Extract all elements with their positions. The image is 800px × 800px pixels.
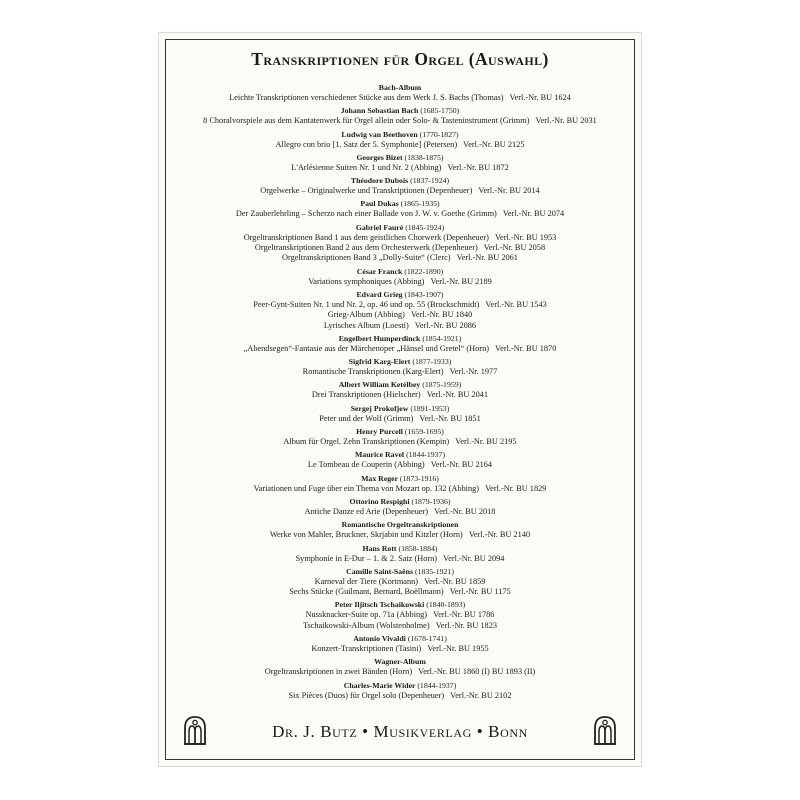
composer-name: Gabriel Fauré bbox=[355, 222, 404, 232]
catalog-entry bbox=[174, 634, 626, 654]
work-line: Album für Orgel. Zehn Transkriptionen (Kempin) Verl.-Nr. BU 2195 bbox=[283, 437, 517, 447]
composer-dates: (1837-1924) bbox=[410, 176, 450, 186]
composer-name: Henry Purcell bbox=[356, 427, 403, 437]
composer-name: Johann Sebastian Bach bbox=[340, 106, 419, 116]
composer-dates: (1844-1937) bbox=[417, 680, 457, 690]
work-line: Orgelwerke – Originalwerke und Transkriptionen (Depenheuer) Verl.-Nr. BU 2014 bbox=[260, 186, 540, 196]
footer bbox=[166, 715, 634, 749]
composer-heading bbox=[174, 497, 626, 507]
composer-name: Ottorino Respighi bbox=[349, 496, 410, 506]
work-line: Variations symphoniques (Abbing) Verl.-Nr. BU 2189 bbox=[308, 276, 492, 286]
composer-name: Engelbert Humperdinck bbox=[338, 333, 421, 343]
gothic-window-logo-icon bbox=[593, 715, 617, 745]
composer-heading bbox=[174, 83, 626, 93]
work-line: Drei Transkriptionen (Hielscher) Verl.-Nr. BU 2041 bbox=[311, 390, 489, 400]
work-line: Orgeltranskriptionen Band 1 aus dem geistlichen Chorwerk (Depenheuer) Verl.-Nr. BU 1953 bbox=[243, 232, 557, 242]
catalog-entry bbox=[174, 681, 626, 701]
composer-heading bbox=[174, 450, 626, 460]
composer-name: Sergej Prokofjew bbox=[350, 403, 409, 413]
work-line: Sechs Stücke (Guilmant, Bernard, Boëllmann) Verl.-Nr. BU 1175 bbox=[289, 587, 511, 597]
composer-dates: (1838-1875) bbox=[404, 152, 444, 162]
work-line: Tschaikowski-Album (Wolstenholme) Verl.-Nr. BU 1823 bbox=[302, 620, 497, 630]
catalog-entry bbox=[174, 544, 626, 564]
composer-dates: (1854-1921) bbox=[422, 333, 462, 343]
composer-heading bbox=[174, 474, 626, 484]
work-line: Variationen und Fuge über ein Thema von Mozart op. 132 (Abbing) Verl.-Nr. BU 1829 bbox=[253, 483, 547, 493]
composer-heading bbox=[174, 657, 626, 667]
composer-dates: (1843-1907) bbox=[404, 289, 444, 299]
composer-dates: (1835-1921) bbox=[414, 566, 454, 576]
work-line: Der Zauberlehrling – Scherzo nach einer Ballade von J. W. v. Goethe (Grimm) Verl.-Nr. BU 2074 bbox=[235, 209, 565, 219]
catalog-entry bbox=[174, 450, 626, 470]
composer-dates: (1845-1924) bbox=[405, 222, 445, 232]
work-line: Lyrisches Album (Loesti) Verl.-Nr. BU 2086 bbox=[323, 320, 477, 330]
composer-heading bbox=[174, 106, 626, 116]
composer-name: Théodore Dubois bbox=[350, 176, 409, 186]
catalog-entry bbox=[174, 106, 626, 126]
composer-dates: (1877-1933) bbox=[412, 357, 452, 367]
composer-heading bbox=[174, 634, 626, 644]
composer-name: Camille Saint-Saëns bbox=[346, 566, 413, 576]
catalog-entry bbox=[174, 657, 626, 677]
catalog-entry bbox=[174, 83, 626, 103]
composer-name: Bach-Album bbox=[378, 83, 422, 92]
page-title: Transkriptionen für Orgel (Auswahl) bbox=[251, 49, 549, 69]
composer-dates: (1879-1936) bbox=[411, 496, 451, 506]
work-line: Symphonie in E-Dur – 1. & 2. Satz (Horn) Verl.-Nr. BU 2094 bbox=[295, 553, 505, 563]
composer-dates: (1659-1695) bbox=[404, 427, 444, 437]
catalog-entry bbox=[174, 130, 626, 150]
work-line: Allegro con brio [1. Satz der 5. Symphonie] (Petersen) Verl.-Nr. BU 2125 bbox=[275, 139, 525, 149]
catalog-entry bbox=[174, 404, 626, 424]
composer-heading bbox=[174, 600, 626, 610]
work-line: Werke von Mahler, Bruckner, Skrjabin und Kitzler (Horn) Verl.-Nr. BU 2140 bbox=[269, 530, 531, 540]
work-line: Orgeltranskriptionen Band 2 aus dem Orchesterwerk (Depenheuer) Verl.-Nr. BU 2058 bbox=[254, 243, 546, 253]
composer-heading bbox=[174, 176, 626, 186]
composer-dates: (1891-1953) bbox=[410, 403, 450, 413]
catalog-entry bbox=[174, 223, 626, 264]
composer-name: Edvard Grieg bbox=[356, 289, 403, 299]
page-frame bbox=[165, 39, 635, 760]
composer-heading bbox=[174, 153, 626, 163]
composer-dates: (1875-1959) bbox=[422, 380, 462, 390]
work-line: Orgeltranskriptionen in zwei Bänden (Horn) Verl.-Nr. BU 1860 (I) BU 1893 (II) bbox=[264, 667, 536, 677]
composer-heading bbox=[174, 380, 626, 390]
catalog-entry bbox=[174, 290, 626, 331]
work-line: Grieg-Album (Abbing) Verl.-Nr. BU 1840 bbox=[327, 310, 473, 320]
composer-name: Georges Bizet bbox=[356, 152, 403, 162]
composer-heading bbox=[174, 130, 626, 140]
composer-heading bbox=[174, 567, 626, 577]
composer-heading bbox=[174, 223, 626, 233]
publisher-line: Dr. J. Butz • Musikverlag • Bonn bbox=[272, 722, 528, 741]
composer-heading bbox=[174, 520, 626, 530]
composer-heading bbox=[174, 199, 626, 209]
work-line: Konzert-Transkriptionen (Tasini) Verl.-Nr. BU 1955 bbox=[311, 644, 489, 654]
catalog-entry bbox=[174, 176, 626, 196]
composer-dates: (1858-1884) bbox=[398, 543, 438, 553]
composer-heading bbox=[174, 267, 626, 277]
composer-dates: (1822-1890) bbox=[404, 266, 444, 276]
catalog-entry bbox=[174, 199, 626, 219]
catalog-entry bbox=[174, 334, 626, 354]
composer-name: Wagner-Album bbox=[374, 657, 426, 667]
composer-heading bbox=[174, 427, 626, 437]
work-line: Karneval der Tiere (Kortmann) Verl.-Nr. BU 1859 bbox=[314, 576, 486, 586]
composer-name: César Franck bbox=[356, 266, 403, 276]
catalog-entry bbox=[174, 357, 626, 377]
composer-name: Peter Iljitsch Tschaikowski bbox=[334, 600, 425, 610]
composer-dates: (1678-1741) bbox=[407, 634, 447, 644]
composer-name: Albert William Ketèlbey bbox=[338, 380, 421, 390]
work-line: Orgeltranskriptionen Band 3 „Dolly-Suite“ (Clerc) Verl.-Nr. BU 2061 bbox=[282, 253, 518, 263]
work-line: L'Arlésienne Suiten Nr. 1 und Nr. 2 (Abbing) Verl.-Nr. BU 1872 bbox=[291, 162, 509, 172]
work-line: Nussknacker-Suite op. 71a (Abbing) Verl.-Nr. BU 1786 bbox=[305, 610, 495, 620]
work-line: Six Pièces (Duos) für Orgel solo (Depenheuer) Verl.-Nr. BU 2102 bbox=[288, 690, 512, 700]
work-line: „Abendsegen“-Fantasie aus der Märchenoper „Hänsel und Gretel“ (Horn) Verl.-Nr. BU 1870 bbox=[243, 343, 557, 353]
composer-dates: (1844-1937) bbox=[406, 450, 446, 460]
work-line: Romantische Transkriptionen (Karg-Elert) Verl.-Nr. 1977 bbox=[302, 367, 498, 377]
composer-heading bbox=[174, 544, 626, 554]
catalog-entry bbox=[174, 520, 626, 540]
catalog-page bbox=[158, 32, 642, 767]
composer-name: Hans Rott bbox=[362, 543, 397, 553]
composer-name: Charles-Marie Wider bbox=[343, 680, 416, 690]
composer-name: Ludwig van Beethoven bbox=[341, 129, 418, 139]
composer-heading bbox=[174, 357, 626, 367]
catalog-entry bbox=[174, 153, 626, 173]
composer-name: Paul Dukas bbox=[360, 199, 399, 209]
catalog-entry bbox=[174, 380, 626, 400]
composer-name: Romantische Orgeltranskriptionen bbox=[341, 520, 459, 530]
work-line: Antiche Danze ed Arie (Depenheuer) Verl.-Nr. BU 2018 bbox=[304, 506, 496, 516]
composer-dates: (1873-1916) bbox=[399, 473, 439, 483]
composer-dates: (1865-1935) bbox=[400, 199, 440, 209]
work-line: Peer-Gynt-Suiten Nr. 1 und Nr. 2, op. 46 und op. 55 (Brockschmidt) Verl.-Nr. BU 1543 bbox=[253, 299, 547, 309]
work-line: Peter und der Wolf (Grimm) Verl.-Nr. BU 1851 bbox=[319, 413, 481, 423]
composer-name: Maurice Ravel bbox=[354, 450, 405, 460]
composer-dates: (1770-1827) bbox=[419, 129, 459, 139]
entry-list bbox=[174, 83, 626, 704]
work-line: 8 Choralvorspiele aus dem Kantatenwerk für Orgel allein oder Solo- & Tasteninstrument (Grimm) Verl.-Nr. BU 2031 bbox=[203, 116, 597, 126]
composer-name: Sigfrid Karg-Elert bbox=[348, 357, 411, 367]
catalog-entry bbox=[174, 474, 626, 494]
composer-name: Antonio Vivaldi bbox=[353, 634, 406, 644]
catalog-entry bbox=[174, 497, 626, 517]
composer-heading bbox=[174, 290, 626, 300]
work-line: Le Tombeau de Couperin (Abbing) Verl.-Nr. BU 2164 bbox=[307, 460, 493, 470]
work-line: Leichte Transkriptionen verschiedener Stücke aus dem Werk J. S. Bachs (Thomas) Verl.-Nr. BU 1624 bbox=[229, 93, 571, 102]
catalog-entry bbox=[174, 427, 626, 447]
composer-heading bbox=[174, 681, 626, 691]
composer-dates: (1840-1893) bbox=[426, 600, 466, 610]
composer-heading bbox=[174, 404, 626, 414]
composer-name: Max Reger bbox=[361, 473, 398, 483]
catalog-entry bbox=[174, 267, 626, 287]
catalog-entry bbox=[174, 567, 626, 598]
catalog-entry bbox=[174, 600, 626, 631]
composer-dates: (1685-1750) bbox=[420, 106, 460, 116]
composer-heading bbox=[174, 334, 626, 344]
